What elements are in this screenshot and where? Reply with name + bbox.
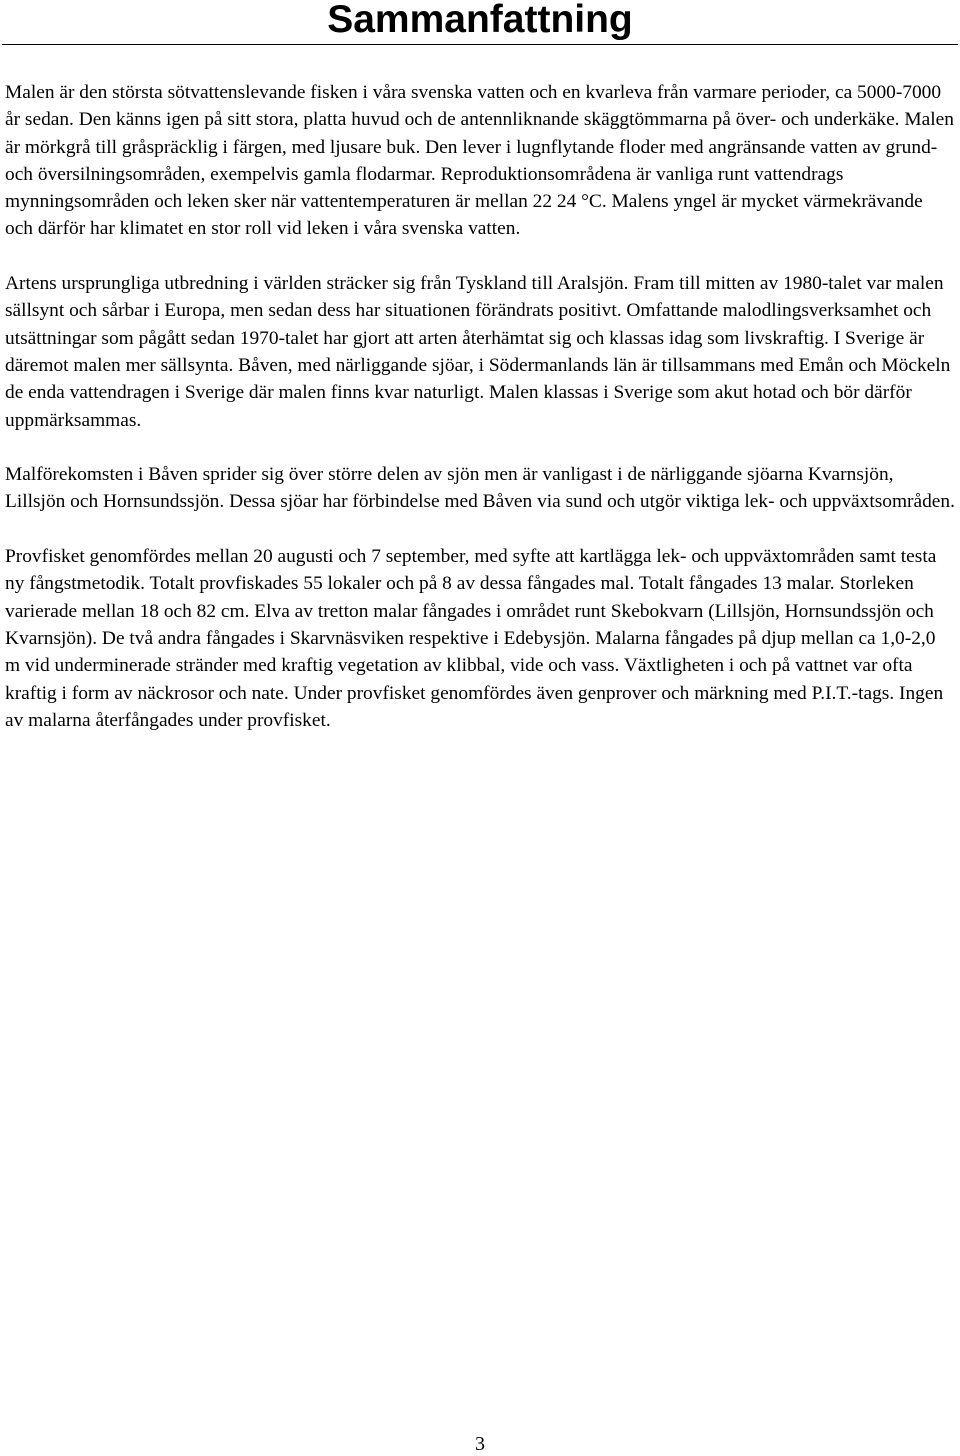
paragraph-test-fishing: Provfisket genomfördes mellan 20 augusti och 7 september, med syfte att kartlägga lek- och uppväxtområden samt testa ny fångstmetodik. Totalt provfiskades 55 lokaler och på 8 av dessa fångades mal. Totalt fångades 13 malar. Storleken varierade mellan 18 och 82 cm. Elva av tretton malar fångades i området runt Skebokvarn (Lillsjön, Hornsundssjön och Kvarnsjön). De två andra fångades i Skarvnäsviken respektive i Edebysjön. Malarna fångades på djup mellan ca 1,0-2,0 m vid underminerade stränder med kraftig vegetation av klibbal, vide och vass. Växtligheten i och på vattnet var ofta kraftig i form av näckrosor och nate. Under provfisket genomfördes även genprover och märkning med P.I.T.-tags. Ingen av malarna återfångades under provfisket. <box>5 546 944 731</box>
paragraph-occurrence-baven: Malförekomsten i Båven sprider sig över större delen av sjön men är vanligast i de närliggande sjöarna Kvarnsjön, Lillsjön och Hornsundssjön. Dessa sjöar har förbindelse med Båven via sund och utgör viktiga lek- och uppväxtsområden. <box>5 464 955 513</box>
page-number: 3 <box>475 1433 485 1455</box>
page-title: Sammanfattning <box>327 0 633 41</box>
summary-body <box>5 79 955 761</box>
paragraph-description: Malen är den största sötvattenslevande fisken i våra svenska vatten och en kvarleva från varmare perioder, ca 5000-7000 år sedan. Den känns igen på sitt stora, platta huvud och de antennliknande skäggtömmarna på över- och underkäke. Malen är mörkgrå till gråspräcklig i färgen, med ljusare buk. Den lever i lugnflytande floder med angränsande vatten av grund- och översilningsområden, exempelvis gamla flodarmar. Reproduktionsområdena är vanliga runt vattendrags mynningsområden och leken sker när vattentemperaturen är mellan 22 24 °C. Malens yngel är mycket värmekrävande och därför har klimatet en stor roll vid leken i våra svenska vatten. <box>5 82 954 240</box>
paragraph-distribution: Artens ursprungliga utbredning i världen sträcker sig från Tyskland till Aralsjön. Fram till mitten av 1980-talet var malen sällsynt och sårbar i Europa, men sedan dess har situationen förändrats positivt. Omfattande malodlingsverksamhet och utsättningar som pågått sedan 1970-talet har gjort att arten återhämtat sig och klassas idag som livskraftig. I Sverige är däremot malen mer sällsynta. Båven, med närliggande sjöar, i Södermanlands län är tillsammans med Emån och Möckeln de enda vattendragen i Sverige där malen finns kvar naturligt. Malen klassas i Sverige som akut hotad och bör därför uppmärksammas. <box>5 273 951 431</box>
title-divider <box>2 44 958 45</box>
